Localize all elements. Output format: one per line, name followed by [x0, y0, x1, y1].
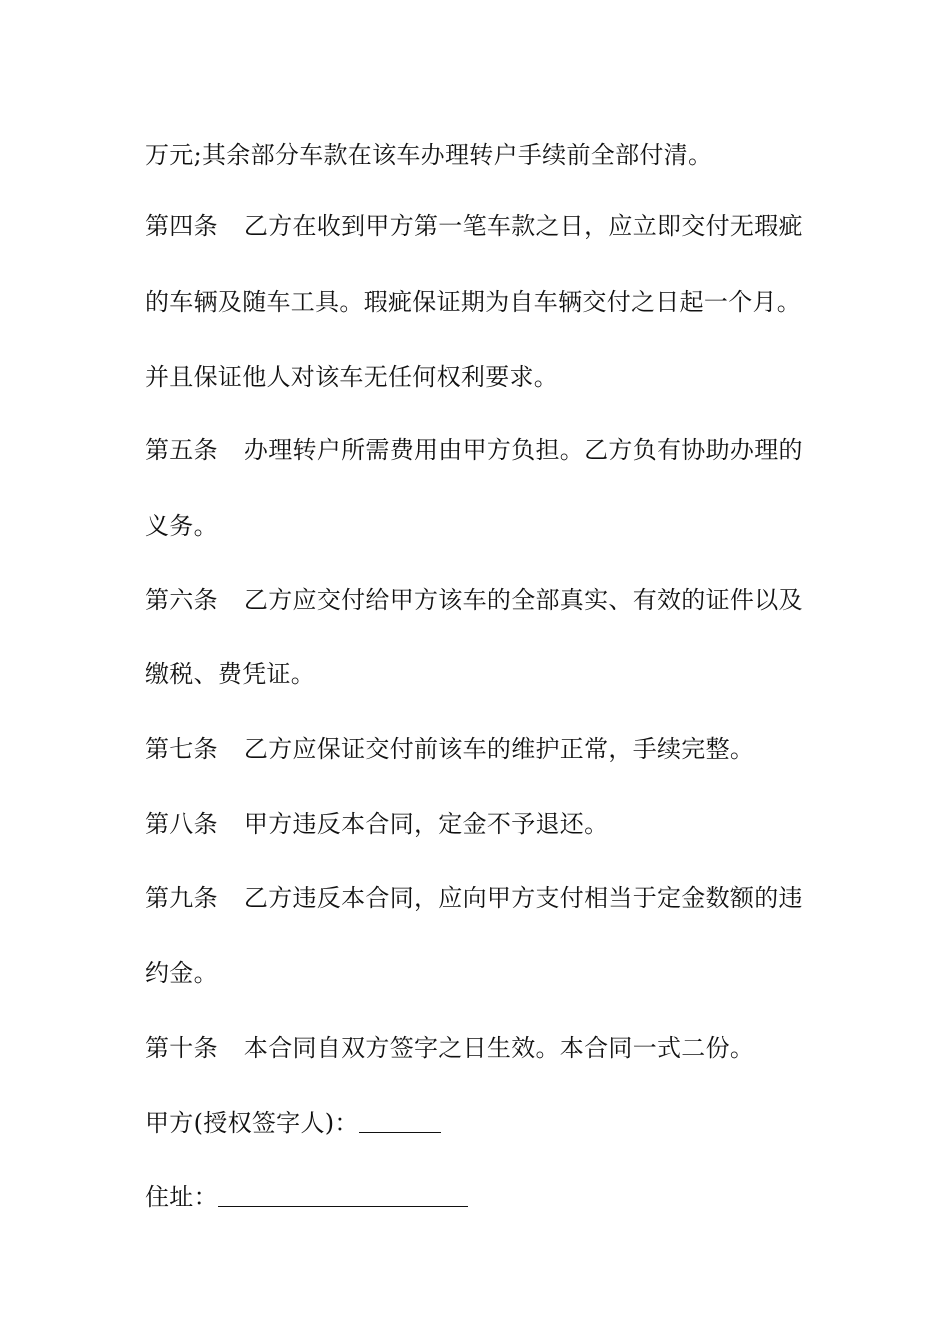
article-10-line-1 [145, 1033, 815, 1063]
article-7-line-1 [145, 734, 815, 764]
line-text: 本合同自双方签字之日生效。本合同一式二份。 [243, 1034, 755, 1062]
address-line [145, 1182, 815, 1212]
article-5-line-1 [145, 435, 815, 465]
text-line-1 [145, 140, 815, 170]
address-blank[interactable] [218, 1184, 468, 1207]
line-text: 缴税、费凭证。 [145, 660, 316, 688]
line-text: 的车辆及随车工具。瑕疵保证期为自车辆交付之日起一个月。 [145, 288, 802, 316]
party-a-signature-line [145, 1108, 815, 1138]
line-text: 义务。 [145, 512, 218, 540]
article-4-line-2 [145, 287, 815, 317]
line-text: 办理转户所需费用由甲方负担。乙方负有协助办理的 [243, 436, 803, 464]
article-6-line-1 [145, 585, 815, 615]
party-a-signature-blank[interactable] [359, 1110, 441, 1133]
article-heading: 第七条 [145, 735, 218, 763]
article-9-line-1 [145, 883, 815, 913]
line-text: 乙方应保证交付前该车的维护正常，手续完整。 [243, 735, 755, 763]
line-text: 乙方应交付给甲方该车的全部真实、有效的证件以及 [243, 586, 803, 614]
article-9-line-2 [145, 958, 815, 988]
article-heading: 第六条 [145, 586, 218, 614]
line-text: 并且保证他人对该车无任何权利要求。 [145, 363, 559, 391]
article-4-line-1 [145, 211, 815, 241]
article-heading: 第八条 [145, 810, 218, 838]
address-label: 住址： [145, 1183, 218, 1211]
line-text: 万元;其余部分车款在该车办理转户手续前全部付清。 [145, 141, 713, 169]
article-heading: 第十条 [145, 1034, 218, 1062]
article-5-line-2 [145, 511, 815, 541]
article-8-line-1 [145, 809, 815, 839]
article-heading: 第五条 [145, 436, 218, 464]
line-text: 乙方违反本合同，应向甲方支付相当于定金数额的违 [243, 884, 803, 912]
article-heading: 第四条 [145, 212, 218, 240]
article-heading: 第九条 [145, 884, 218, 912]
line-text: 甲方违反本合同，定金不予退还。 [243, 810, 609, 838]
party-a-label: 甲方(授权签字人)： [145, 1109, 359, 1137]
article-6-line-2 [145, 659, 815, 689]
line-text: 乙方在收到甲方第一笔车款之日，应立即交付无瑕疵 [243, 212, 803, 240]
article-4-line-3 [145, 362, 815, 392]
line-text: 约金。 [145, 959, 218, 987]
